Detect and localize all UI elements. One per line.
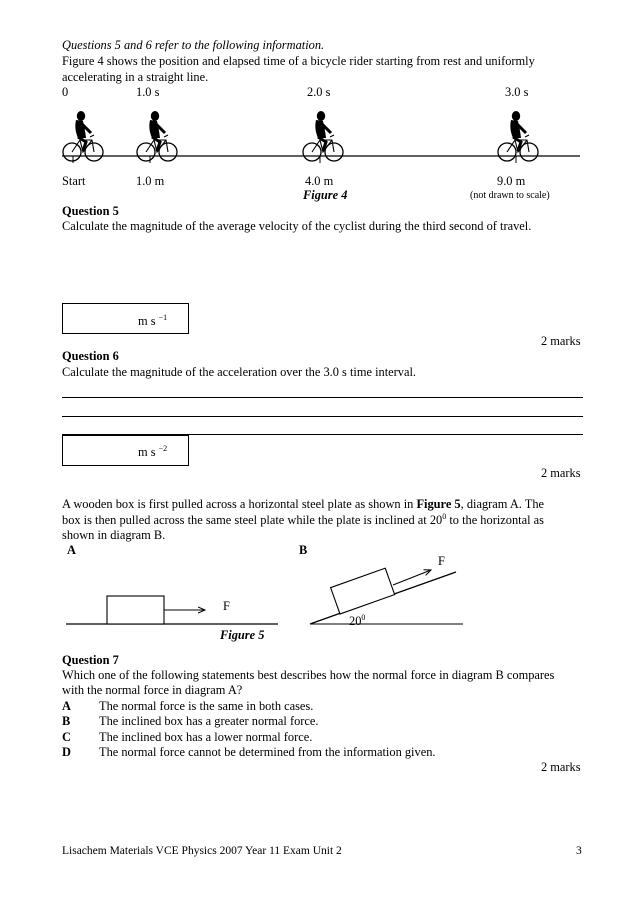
question-7-marks: 2 marks: [541, 760, 581, 774]
cyclist-icon: [137, 111, 177, 161]
intro-line-1: Figure 4 shows the position and elapsed time of a bicycle rider starting from rest and uniformly: [62, 54, 535, 68]
cyclist-icon: [498, 111, 538, 161]
angle-label: $20^0$: [349, 612, 366, 628]
question-7-title: Question 7: [62, 653, 119, 667]
force-a-label: F: [223, 599, 230, 613]
question-6-answer-box[interactable]: [62, 435, 189, 466]
figure-4-diagram: [0, 0, 638, 200]
question-5-unit: m s $^{-1}$: [138, 312, 168, 328]
option-c-letter: C: [62, 730, 71, 744]
option-b-letter: B: [62, 714, 71, 728]
question-5-answer-box[interactable]: [62, 303, 189, 334]
question-6-text: Calculate the magnitude of the acceleration over the 3.0 s time interval.: [62, 365, 417, 379]
figure-4-note: (not drawn to scale): [470, 190, 550, 201]
cyclist-icon: [63, 111, 103, 161]
question-5-text: Calculate the magnitude of the average velocity of the cyclist during the third second of travel.: [62, 219, 532, 233]
position-label-2: 4.0 m: [305, 174, 334, 188]
cyclist-icon: [303, 111, 343, 161]
footer-text: Lisachem Materials VCE Physics 2007 Year 11 Exam Unit 2: [62, 845, 342, 857]
question-6-unit: m s $^{-2}$: [138, 443, 168, 459]
box-b: [331, 568, 395, 614]
diagram-a-label: A: [67, 543, 76, 557]
option-a-letter: A: [62, 699, 71, 713]
force-b-label: F: [438, 554, 445, 568]
box-intro-line-3: shown in diagram B.: [62, 528, 166, 542]
position-label-start: Start: [62, 174, 86, 188]
question-6-marks: 2 marks: [541, 466, 581, 480]
answer-line[interactable]: [62, 416, 583, 417]
option-b-text[interactable]: The inclined box has a greater normal force.: [99, 714, 319, 728]
figure-5-caption: Figure 5: [220, 628, 265, 642]
time-label-3: 3.0 s: [505, 85, 529, 99]
page-number: 3: [576, 845, 582, 857]
option-d-text[interactable]: The normal force cannot be determined from the information given.: [99, 745, 436, 759]
position-label-3: 9.0 m: [497, 174, 526, 188]
time-label-1: 1.0 s: [136, 85, 160, 99]
box-a: [107, 596, 164, 624]
box-intro-line-2: box is then pulled across the same steel plate while the plate is inclined at $20^0$ to the horizontal as: [62, 511, 544, 527]
time-label-0: 0: [62, 85, 69, 99]
answer-line[interactable]: [62, 397, 583, 398]
question-5-title: Question 5: [62, 204, 119, 218]
box-intro-line-1: A wooden box is first pulled across a horizontal steel plate as shown in Figure 5, diagram A. The: [62, 497, 545, 511]
figure-4-caption: Figure 4: [303, 188, 348, 202]
position-label-1: 1.0 m: [136, 174, 165, 188]
intro-line-2: accelerating in a straight line.: [62, 70, 209, 84]
question-7-line-2: with the normal force in diagram A?: [62, 683, 243, 697]
question-6-title: Question 6: [62, 349, 119, 363]
question-7-line-1: Which one of the following statements best describes how the normal force in diagram B compares: [62, 668, 555, 682]
diagram-b-label: B: [299, 543, 308, 557]
intro-heading: Questions 5 and 6 refer to the following information.: [62, 38, 325, 52]
option-c-text[interactable]: The inclined box has a lower normal force.: [99, 730, 313, 744]
figure-5-diagram: [0, 540, 638, 650]
question-5-marks: 2 marks: [541, 334, 581, 348]
option-a-text[interactable]: The normal force is the same in both cases.: [99, 699, 314, 713]
time-label-2: 2.0 s: [307, 85, 331, 99]
option-d-letter: D: [62, 745, 71, 759]
